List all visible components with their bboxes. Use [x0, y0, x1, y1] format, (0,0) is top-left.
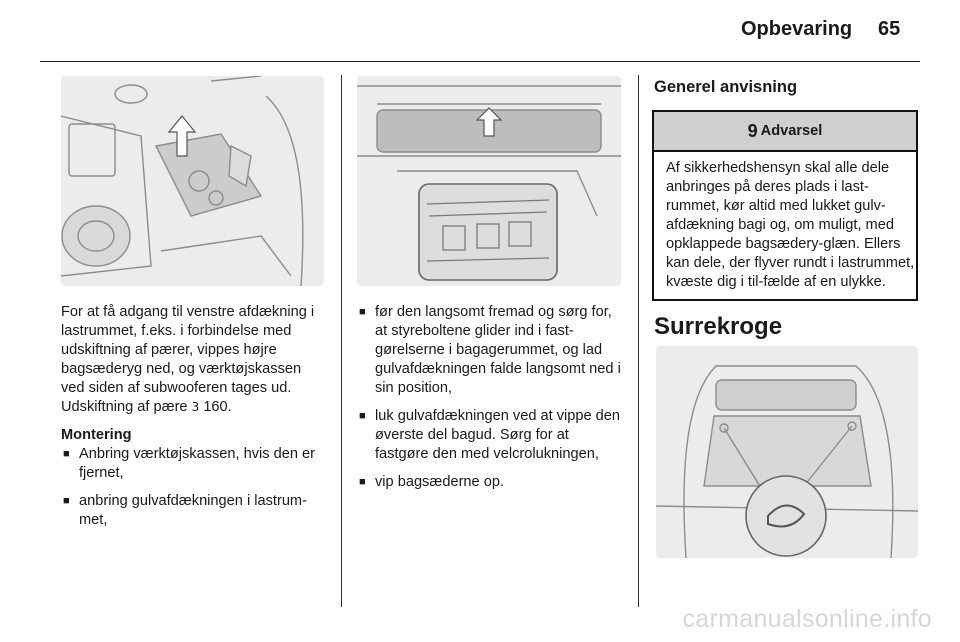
xref-arrow-icon: 3 [191, 400, 200, 414]
figure-tie-down-hooks [656, 346, 918, 558]
page-header-title: Opbevaring [741, 18, 853, 40]
figure-floor-cover-detail [357, 76, 621, 286]
header-rule [40, 61, 920, 62]
list-item: ■ vip bagsæderne op. [357, 473, 625, 492]
column-divider-right [638, 75, 639, 607]
warning-header [654, 112, 916, 152]
page-number: 65 [878, 18, 901, 40]
warning-text: Af sikkerhedshensyn skal alle dele anbringes på deres plads i last-rummet, kør altid med lukket gulv-afdækning bagi og, om muligt, med opklappede bagsædery-glæn. Ellers kan dele, der flyver rundt i lastrummet, kvæste dig i til-fælde af en ulykke. [666, 160, 915, 290]
watermark-text: carmanualsonline.info [682, 605, 932, 633]
montering-list [61, 445, 327, 539]
intro-text: For at få adgang til venstre afdækning i lastrummet, f.eks. i forbindelse med udskiftning af pærer, vippes højre bagsæderyg ned, og værktøjskassen ved siden af subwooferen tages ud. Udskiftning af pære [61, 304, 315, 415]
list-item: ■ før den langsomt fremad og sørg for, at styreboltene glider ind i fast-gørelserne i bagagerummet, og lad gulvafdækningen falde langsomt ned i sin position, [357, 303, 625, 398]
montering-heading: Montering [61, 427, 132, 443]
xref-page-link[interactable]: 160. [203, 399, 232, 415]
warning-title: Advarsel [760, 123, 823, 139]
warning-box [652, 110, 918, 301]
column-divider-left [341, 75, 342, 607]
section-heading-surrekroge: Surrekroge [654, 313, 783, 340]
list-item: ■ anbring gulvafdækningen i lastrum-met, [61, 492, 327, 530]
figure-cargo-floor-toolbox [61, 76, 324, 286]
list-item: ■ Anbring værktøjskassen, hvis den er fjernet, [61, 445, 327, 483]
procedure-list [357, 303, 625, 501]
general-heading: Generel anvisning [654, 78, 798, 96]
list-item: ■ luk gulvafdækningen ved at vippe den øverste del bagud. Sørg for at fastgøre den med velcrolukningen, [357, 407, 625, 464]
intro-paragraph [61, 303, 327, 417]
warning-triangle-icon: 9 [747, 120, 758, 141]
